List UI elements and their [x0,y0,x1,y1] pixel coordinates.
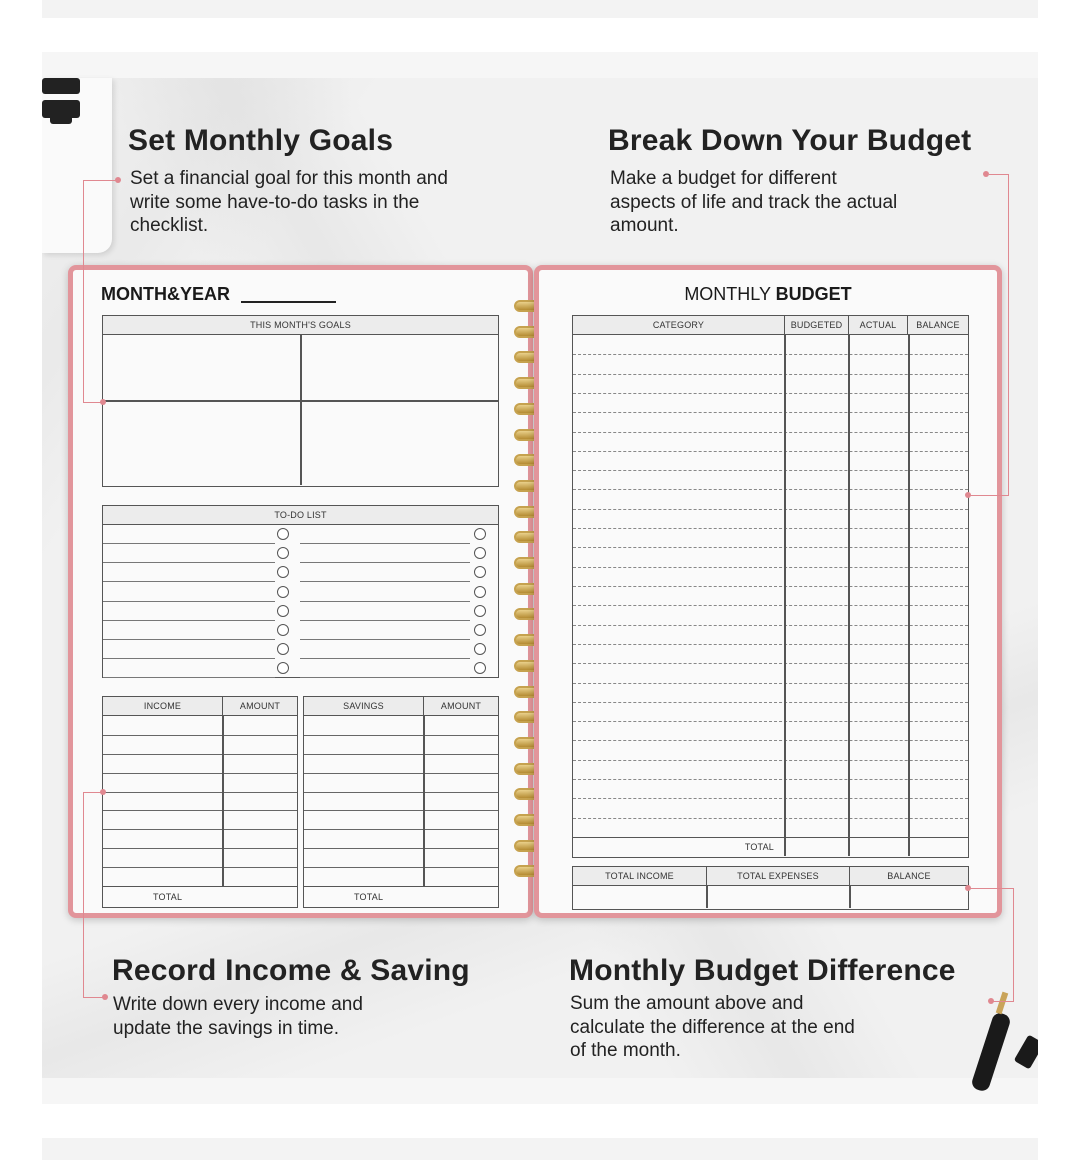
difference-heading: Monthly Budget Difference [569,954,956,987]
todo-line[interactable] [300,658,470,659]
title-light: MONTHLY [684,284,771,304]
amount-header: AMOUNT [239,701,281,711]
budget-table-header [573,316,968,335]
table-row-line [304,848,498,849]
goal-cell[interactable] [302,402,498,485]
todo-checkbox[interactable] [474,624,486,636]
table-col-line [222,715,224,886]
difference-desc-line: calculate the difference at the end [570,1016,855,1038]
budget-table [572,315,969,858]
month-year-label: MONTH&YEAR [101,284,230,304]
todo-line[interactable] [103,581,275,582]
balance-header: BALANCE [916,320,960,330]
goal-cell[interactable] [103,334,300,400]
goals-header-label: THIS MONTH'S GOALS [250,320,351,330]
todo-line[interactable] [103,677,275,678]
goals-table-header [103,316,498,335]
todo-checkbox[interactable] [474,547,486,559]
summary-divider [706,885,708,908]
budget-desc-line: Make a budget for different [610,168,837,189]
total-expenses-header: TOTAL EXPENSES [707,867,850,885]
budget-desc-line: aspects of life and track the actual [610,191,898,213]
budget-leader-line [1008,174,1009,495]
difference-desc-line: of the month. [570,1040,681,1061]
todo-checkbox[interactable] [474,662,486,674]
savings-total-text: TOTAL [354,892,384,902]
todo-line[interactable] [300,601,470,602]
difference-leader-line [1013,888,1014,1001]
income-leader-dot [102,994,108,1000]
title-bold: BUDGET [775,284,852,304]
income-rows [103,716,297,886]
savings-table-header [304,697,498,716]
todo-checkbox[interactable] [474,566,486,578]
budget-leader-dot [983,171,989,177]
goals-description [130,167,448,238]
todo-table [102,505,499,678]
goal-cell[interactable] [302,334,498,400]
todo-checkbox[interactable] [474,605,486,617]
goals-desc-line: checklist. [130,215,209,236]
income-table [102,696,298,908]
todo-checkbox[interactable] [277,605,289,617]
budget-description [610,167,897,238]
todo-line[interactable] [103,562,275,563]
todo-checkbox[interactable] [277,547,289,559]
actual-header: ACTUAL [849,316,908,334]
todo-line[interactable] [103,620,275,621]
table-row-line [103,867,297,868]
difference-leader-line [992,1001,1014,1002]
difference-desc-line: Sum the amount above and [570,993,804,1014]
table-row-line [304,792,498,793]
goals-leader-line [83,180,84,402]
difference-leader-dot [965,885,971,891]
table-row-line [304,810,498,811]
income-desc-line: update the savings in time. [113,1017,340,1039]
table-col-line [423,715,425,886]
todo-line[interactable] [103,601,275,602]
table-row-line [103,848,297,849]
income-table-header [103,697,297,716]
amount-header: AMOUNT [440,701,482,711]
keyboard-key [42,78,80,94]
table-row-line [304,735,498,736]
top-band [42,0,1038,18]
table-row-line [103,810,297,811]
todo-line[interactable] [300,562,470,563]
table-row-line [304,867,498,868]
todo-checkbox[interactable] [474,528,486,540]
budget-total-label: TOTAL [744,842,774,852]
todo-line[interactable] [300,620,470,621]
goals-leader-line [83,180,118,181]
product-infographic [42,52,1038,1104]
income-heading: Record Income & Saving [112,954,470,987]
goals-leader-dot [115,177,121,183]
goals-desc-line: write some have-to-do tasks in the [130,191,420,213]
goals-heading: Set Monthly Goals [128,124,394,157]
summary-table [572,866,969,910]
todo-line[interactable] [103,543,275,544]
table-row-line [103,829,297,830]
todo-line[interactable] [103,658,275,659]
goal-cell[interactable] [103,402,300,485]
budget-leader-dot [965,492,971,498]
bottom-band [42,1138,1038,1160]
todo-checkbox[interactable] [474,586,486,598]
left-notebook-page [68,265,533,918]
table-row-line [103,735,297,736]
keyboard-key [50,110,72,124]
savings-rows [304,716,498,886]
difference-description [570,992,855,1063]
savings-header: SAVINGS [304,697,424,715]
table-row-line [304,754,498,755]
budget-leader-line [969,495,1009,496]
savings-total-label [304,886,498,906]
difference-leader-dot [988,998,994,1004]
todo-header-label: TO-DO LIST [274,510,327,520]
keyboard-image [42,78,112,253]
table-row-line [304,829,498,830]
budget-col-divider [784,334,786,856]
budget-col-divider [848,334,850,856]
summary-balance-header: BALANCE [887,871,931,881]
budget-heading: Break Down Your Budget [608,124,972,157]
todo-checkbox[interactable] [277,662,289,674]
table-row-line [103,792,297,793]
budget-leader-line [989,174,1009,175]
summary-divider [849,885,851,908]
todo-line[interactable] [300,677,470,678]
table-row-line [103,773,297,774]
income-leader-line [83,792,84,997]
todo-line[interactable] [300,543,470,544]
income-desc-line: Write down every income and [113,994,363,1015]
income-total-text: TOTAL [153,892,183,902]
todo-line[interactable] [300,639,470,640]
goals-leader-dot [100,399,106,405]
todo-checkbox[interactable] [474,643,486,655]
budgeted-header: BUDGETED [785,316,849,334]
income-header: INCOME [103,697,223,715]
todo-checkbox[interactable] [277,624,289,636]
total-income-header: TOTAL INCOME [573,867,707,885]
table-row-line [103,754,297,755]
difference-leader-line [969,888,1014,889]
savings-table [303,696,499,908]
right-notebook-page [534,265,1002,918]
income-leader-dot [100,789,106,795]
category-header: CATEGORY [573,316,785,334]
income-description [113,993,363,1040]
income-total-label [103,886,297,906]
table-row-line [304,773,498,774]
todo-checkbox[interactable] [277,586,289,598]
goals-desc-line: Set a financial goal for this month and [130,168,448,189]
todo-checkbox[interactable] [277,643,289,655]
month-year-underline [241,301,336,303]
budget-col-divider [908,334,910,856]
todo-checkbox[interactable] [277,528,289,540]
budget-desc-line: amount. [610,215,679,236]
todo-line[interactable] [103,639,275,640]
todo-line[interactable] [300,581,470,582]
goals-table [102,315,499,487]
summary-table-header [573,867,968,886]
todo-table-header [103,506,498,525]
monthly-budget-title [539,284,997,305]
todo-checkbox[interactable] [277,566,289,578]
